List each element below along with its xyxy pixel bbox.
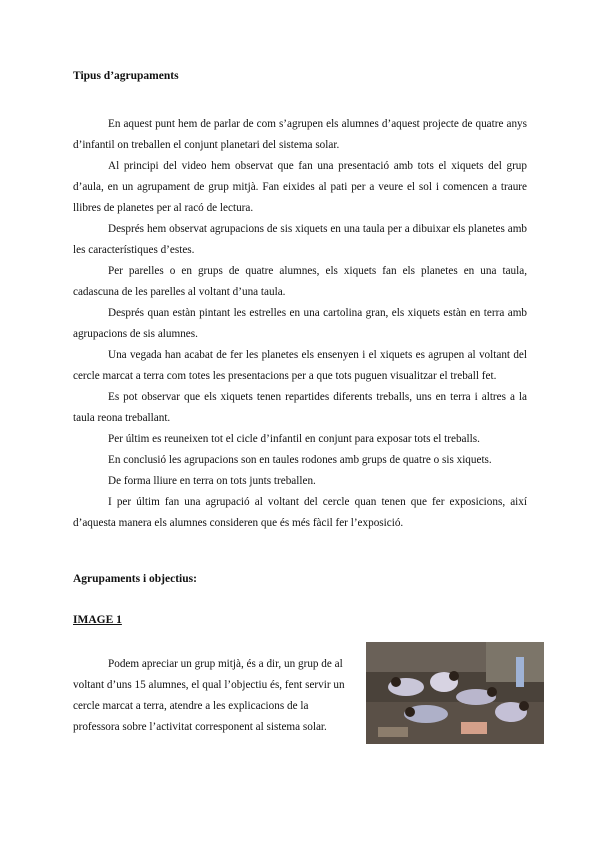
classroom-photo <box>366 642 544 744</box>
paragraph: Després hem observat agrupacions de sis xiquets en una taula per a dibuixar els planetes amb les característiques d’estes. <box>73 223 527 256</box>
image-heading: IMAGE 1 <box>73 614 122 626</box>
paragraph: Es pot observar que els xiquets tenen repartides diferents treballs, uns en terra i altres a la taula reona treballant. <box>73 391 527 424</box>
paragraph: Per últim es reuneixen tot el cicle d’infantil en conjunt para exposar tots el treballs. <box>108 433 480 445</box>
paragraph: De forma lliure en terra on tots junts treballen. <box>108 475 316 487</box>
paragraph: Després quan estàn pintant les estrelles en una cartolina gran, els xiquets estàn en terra amb agrupacions de sis alumnes. <box>73 307 527 340</box>
image1-paragraph: Podem apreciar un grup mitjà, és a dir, un grup de al voltant d’uns 15 alumnes, el qual l’objectiu és, fent servir un cercle marcat a terra, atendre a les explicacions de la professora sobre l’activitat corresponent al sistema solar. <box>73 658 345 733</box>
body-text <box>73 114 527 534</box>
image1-description <box>73 654 353 738</box>
paragraph: Una vegada han acabat de fer les planetes els ensenyen i el xiquets es agrupen al voltant del cercle marcat a terra com totes les presentacions per a que tots puguen visualitzar el treball fet. <box>73 349 527 382</box>
paragraph: Al principi del video hem observat que fan una presentació amb tots el xiquets del grup d’aula, en un agrupament de grup mitjà. Fan eixides al pati per a veure el sol i comencen a traure llibres de planetes per al racó de lectura. <box>73 160 527 214</box>
classroom-photo-illustration <box>366 642 544 744</box>
section-heading-objectives: Agrupaments i objectius: <box>73 573 197 585</box>
paragraph: I per últim fan una agrupació al voltant del cercle quan tenen que fer exposicions, així d’aquesta manera els alumnes consideren que és més fàcil fer l’exposició. <box>73 496 527 529</box>
paragraph: Per parelles o en grups de quatre alumnes, els xiquets fan els planetes en una taula, cadascuna de les parelles al voltant d’una taula. <box>73 265 527 298</box>
paragraph: En conclusió les agrupacions son en taules rodones amb grups de quatre o sis xiquets. <box>108 454 492 466</box>
section-heading-groupings: Tipus d’agrupaments <box>73 70 179 82</box>
paragraph: En aquest punt hem de parlar de com s’agrupen els alumnes d’aquest projecte de quatre anys d’infantil on treballen el conjunt planetari del sistema solar. <box>73 118 527 151</box>
